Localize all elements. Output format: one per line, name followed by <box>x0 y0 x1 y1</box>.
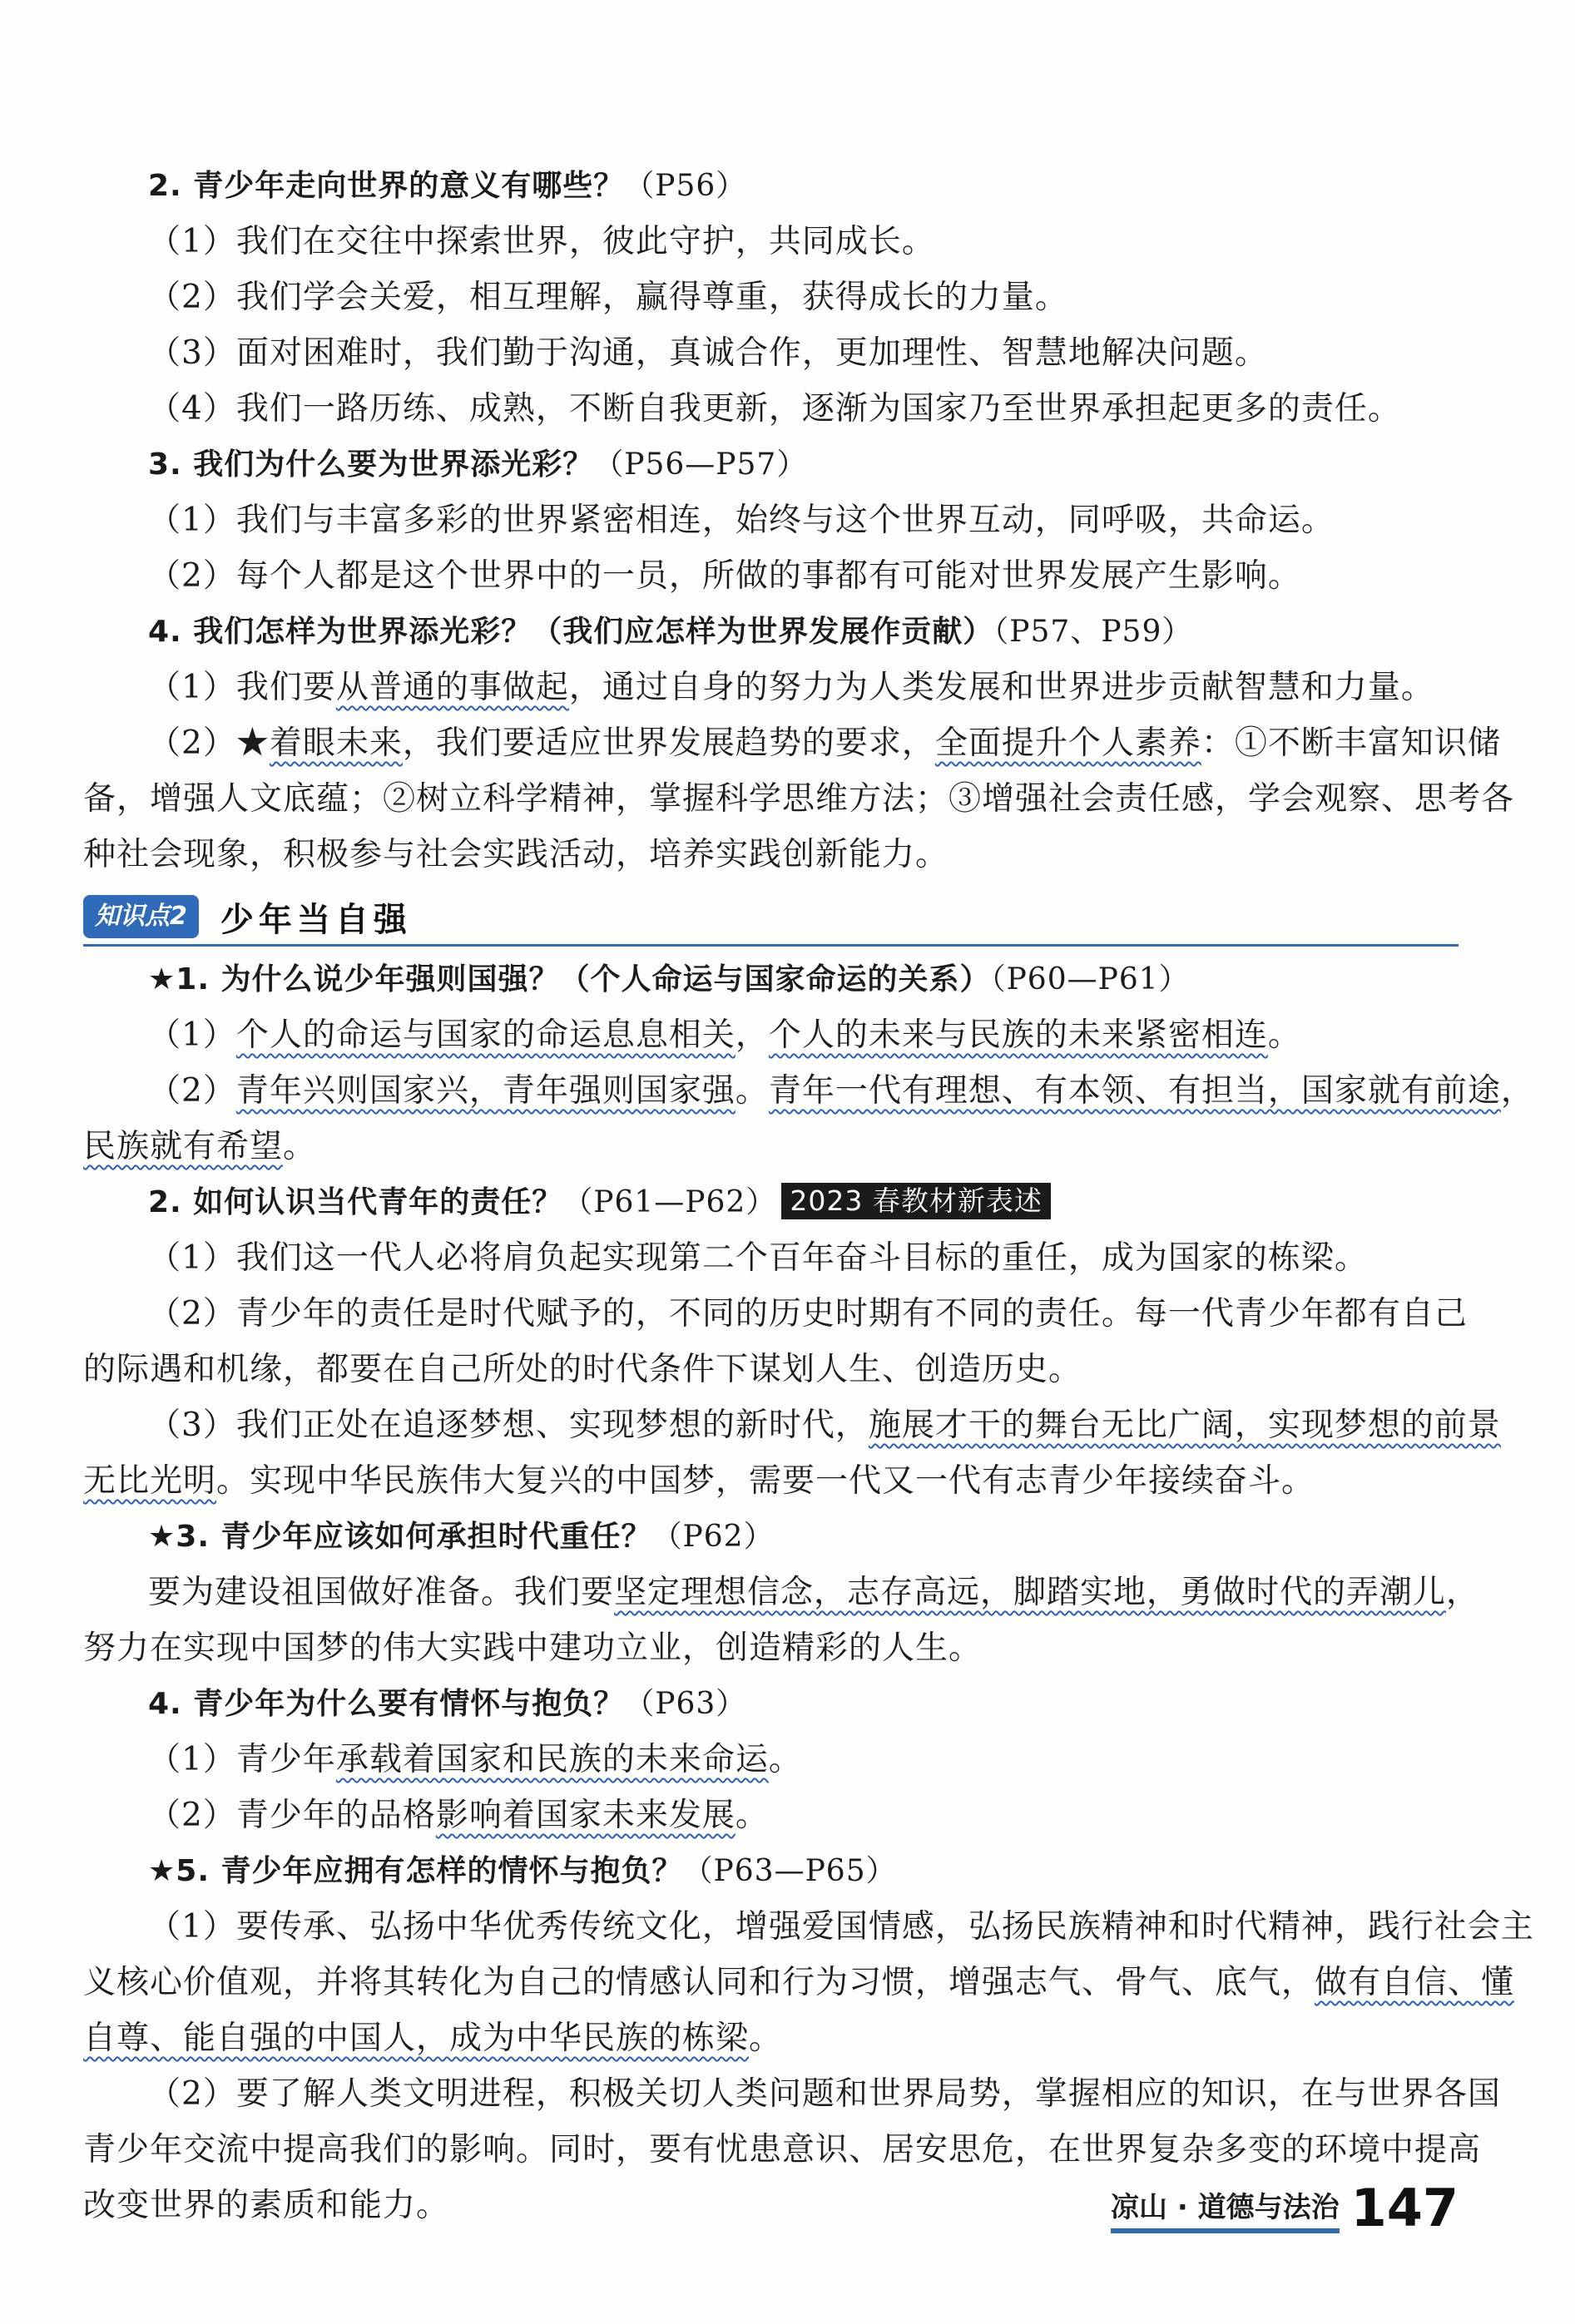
paragraph-continuation: 无比光明。实现中华民族伟大复兴的中国梦，需要一代又一代有志青少年接续奋斗。 <box>83 1462 1315 1500</box>
paragraph-line: （2）青少年的责任是时代赋予的，不同的历史时期有不同的责任。每一代青少年都有自己 <box>148 1295 1468 1333</box>
paragraph-line: 要为建设祖国做好准备。我们要坚定理想信念，志存高远，脚踏实地，勇做时代的弄潮儿， <box>148 1574 1480 1611</box>
key-point-underline: 自尊、能自强的中国人，成为中华民族的栋梁 <box>83 2020 750 2057</box>
paragraph-line: （2）青少年的品格影响着国家未来发展。 <box>148 1797 769 1834</box>
key-point-underline: 民族就有希望 <box>83 1128 284 1165</box>
paragraph-line: （1）青少年承载着国家和民族的未来命运。 <box>148 1741 802 1778</box>
paragraph-continuation: 改变世界的素质和能力。 <box>83 2187 450 2224</box>
paragraph-continuation: 努力在实现中国梦的伟大实践中建功立业，创造精彩的人生。 <box>83 1629 983 1667</box>
key-point-underline: 做有自信、懂 <box>1315 1964 1515 2001</box>
section-title: 少年当自强 <box>220 900 412 939</box>
page-reference: （P61—P62） <box>562 1185 777 1219</box>
page-reference: （P63—P65） <box>682 1854 897 1888</box>
key-point-underline: 承载着国家和民族的未来命运 <box>335 1741 769 1778</box>
question-text: ★1. 为什么说少年强则国强？ <box>148 962 560 996</box>
paragraph-line: （2）★着眼未来，我们要适应世界发展趋势的要求，全面提升个人素养：①不断丰富知识储 <box>148 724 1501 762</box>
page-footer <box>1110 2178 1459 2238</box>
question-note: （我们应怎样为世界发展作贡献） <box>532 615 994 649</box>
paragraph-line: （2）每个人都是这个世界中的一员，所做的事都有可能对世界发展产生影响。 <box>148 557 1301 595</box>
page-reference: （P60—P61） <box>990 962 1190 996</box>
question-note: （个人命运与国家命运的关系） <box>559 962 991 996</box>
page-reference: （P56） <box>624 169 747 203</box>
question-heading <box>83 1676 1459 1732</box>
paragraph-line: （1）要传承、弘扬中华优秀传统文化，增强爱国情感，弘扬民族精神和时代精神，践行社会主 <box>148 1908 1534 1946</box>
question-heading <box>83 952 1459 1007</box>
paragraph-continuation: 义核心价值观，并将其转化为自己的情感认同和行为习惯，增强志气、骨气、底气，做有自信、懂 <box>83 1964 1515 2001</box>
paragraph-continuation: 种社会现象，积极参与社会实践活动，培养实践创新能力。 <box>83 836 949 873</box>
question-text: 4. 我们怎样为世界添光彩？ <box>148 615 532 649</box>
new-textbook-badge: 2023 春教材新表述 <box>781 1183 1050 1219</box>
page-number: 147 <box>1350 2178 1459 2238</box>
question-text: ★5. 青少年应拥有怎样的情怀与抱负？ <box>148 1854 683 1888</box>
question-heading <box>83 1174 1459 1230</box>
key-point-underline: 坚定理想信念，志存高远，脚踏实地，勇做时代的弄潮儿 <box>614 1574 1447 1611</box>
key-point-underline: 影响着国家未来发展 <box>435 1797 735 1834</box>
section-header <box>83 891 1459 947</box>
page-reference: （P57、P59） <box>993 615 1193 649</box>
paragraph-line: （1）我们要从普通的事做起，通过自身的努力为人类发展和世界进步贡献智慧和力量。 <box>148 669 1434 706</box>
paragraph-line: （2）青年兴则国家兴，青年强则国家强。青年一代有理想、有本领、有担当，国家就有前途， <box>148 1072 1534 1110</box>
footer-label: 凉山 · 道德与法治 <box>1111 2184 1340 2233</box>
paragraph-line: （1）我们这一代人必将肩负起实现第二个百年奋斗目标的重任，成为国家的栋梁。 <box>148 1239 1368 1277</box>
document-body <box>83 158 1534 2238</box>
key-point-underline: 个人的未来与民族的未来紧密相连 <box>768 1016 1268 1054</box>
page-reference: （P62） <box>651 1520 775 1554</box>
paragraph-continuation: 备，增强人文底蕴；②树立科学精神，掌握科学思维方法；③增强社会责任感，学会观察、思考各 <box>83 780 1515 818</box>
key-point-underline: 着眼未来 <box>269 724 403 762</box>
paragraph-line: （4）我们一路历练、成熟，不断自我更新，逐渐为国家乃至世界承担起更多的责任。 <box>148 390 1401 428</box>
key-point-underline: 无比光明 <box>83 1462 217 1500</box>
question-text: 3. 我们为什么要为世界添光彩？ <box>148 447 594 482</box>
question-text: 4. 青少年为什么要有情怀与抱负？ <box>148 1687 625 1721</box>
paragraph-continuation: 自尊、能自强的中国人，成为中华民族的栋梁。 <box>83 2020 783 2057</box>
page-reference: （P56—P57） <box>593 447 808 482</box>
paragraph-line: （1）我们与丰富多彩的世界紧密相连，始终与这个世界互动，同呼吸，共命运。 <box>148 502 1335 539</box>
question-text: 2. 如何认识当代青年的责任？ <box>148 1185 563 1219</box>
key-point-underline: 个人的命运与国家的命运息息相关 <box>235 1016 735 1054</box>
key-point-underline: 从普通的事做起 <box>335 669 569 706</box>
key-point-underline: 全面提升个人素养 <box>934 724 1201 762</box>
paragraph-continuation: 青少年交流中提高我们的影响。同时，要有忧患意识、居安思危，在世界复杂多变的环境中提高 <box>83 2131 1482 2168</box>
key-point-underline: 青年兴则国家兴，青年强则国家强 <box>235 1072 735 1110</box>
question-heading <box>83 437 1459 492</box>
paragraph-continuation: 的际遇和机缘，都要在自己所处的时代条件下谋划人生、创造历史。 <box>83 1351 1082 1388</box>
paragraph-line: （2）我们学会关爱，相互理解，赢得尊重，获得成长的力量。 <box>148 279 1068 316</box>
question-text: 2. 青少年走向世界的意义有哪些？ <box>148 169 625 203</box>
question-heading <box>83 1509 1459 1565</box>
question-heading <box>83 604 1459 660</box>
page-reference: （P63） <box>624 1687 747 1721</box>
paragraph-line: （1）个人的命运与国家的命运息息相关，个人的未来与民族的未来紧密相连。 <box>148 1016 1301 1054</box>
key-point-underline: 青年一代有理想、有本领、有担当，国家就有前途 <box>768 1072 1501 1110</box>
key-point-underline: 施展才干的舞台无比广阔，实现梦想的前景 <box>868 1407 1501 1444</box>
question-heading <box>83 1843 1459 1899</box>
paragraph-continuation: 民族就有希望。 <box>83 1128 317 1165</box>
knowledge-point-tag: 知识点2 <box>83 895 199 938</box>
paragraph-line: （3）我们正处在追逐梦想、实现梦想的新时代，施展才干的舞台无比广阔，实现梦想的前景 <box>148 1407 1501 1444</box>
paragraph-line: （3）面对困难时，我们勤于沟通，真诚合作，更加理性、智慧地解决问题。 <box>148 334 1268 372</box>
paragraph-line: （2）要了解人类文明进程，积极关切人类问题和世界局势，掌握相应的知识，在与世界各国 <box>148 2075 1501 2113</box>
question-heading <box>83 158 1459 214</box>
question-text: ★3. 青少年应该如何承担时代重任？ <box>148 1520 652 1554</box>
paragraph-line: （1）我们在交往中探索世界，彼此守护，共同成长。 <box>148 223 935 260</box>
